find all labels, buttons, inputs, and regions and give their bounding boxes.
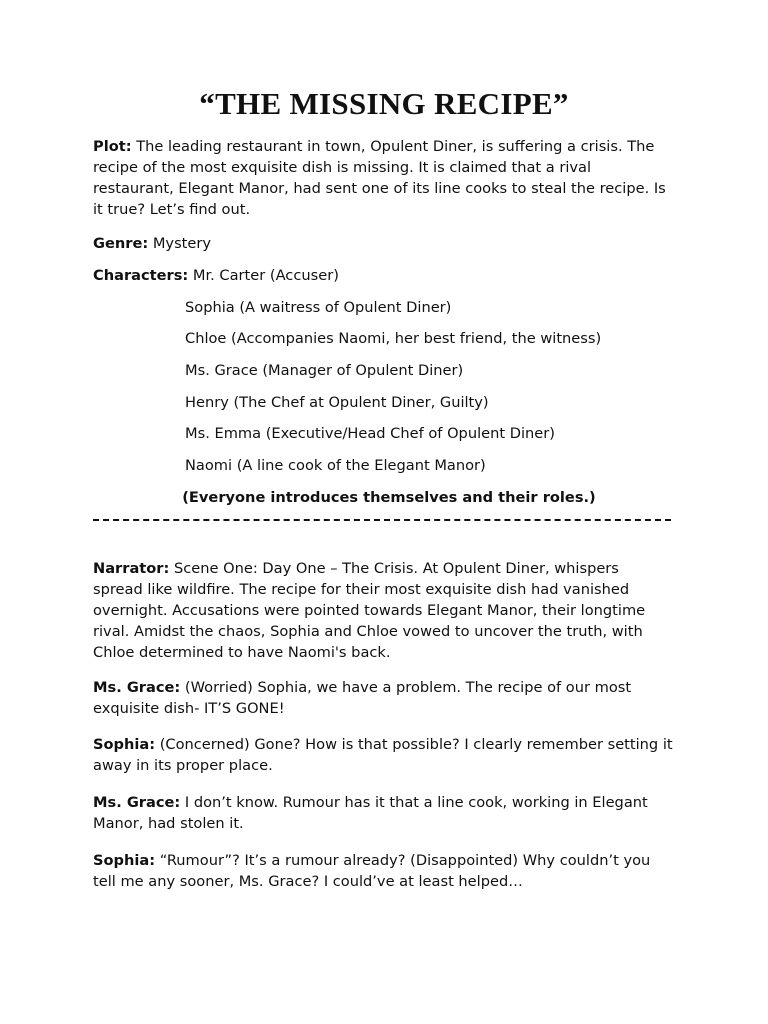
characters-label: Characters: [93, 267, 189, 284]
dialogue-text: Scene One: Day One – The Crisis. At Opulent Diner, whispers spread like wildfire. The recipe for their most exquisite dish had vanished overnight. Accusations were pointed towards Elegant Manor, their longtime rival. Amidst the chaos, Sophia and Chloe vowed to uncover the truth, with Chloe determined to have Naomi's back. [93, 560, 646, 661]
section-divider [93, 519, 671, 521]
document-title: “THE MISSING RECIPE” [199, 86, 569, 121]
plot-text: The leading restaurant in town, Opulent Diner, is suffering a crisis. The recipe of the most exquisite dish is missing. It is claimed that a rival restaurant, Elegant Manor, had sent one of its line cooks to steal the recipe. Is it true? Let’s find out. [93, 138, 666, 218]
character-item: Naomi (A line cook of the Elegant Manor) [185, 457, 486, 474]
character-item: Chloe (Accompanies Naomi, her best friend, the witness) [185, 330, 602, 347]
plot-label: Plot: [93, 138, 132, 155]
character-item: Mr. Carter (Accuser) [192, 267, 339, 284]
genre-line [93, 233, 673, 254]
script-line [93, 850, 673, 892]
dialogue-text: (Worried) Sophia, we have a problem. The recipe of our most exquisite dish- IT’S GONE! [93, 679, 632, 717]
script-line [93, 558, 673, 663]
character-item: Sophia (A waitress of Opulent Diner) [185, 299, 452, 316]
script-line [93, 734, 673, 776]
speaker-label: Sophia: [93, 852, 156, 869]
genre-text: Mystery [152, 235, 212, 252]
dialogue-text: “Rumour”? It’s a rumour already? (Disappointed) Why couldn’t you tell me any sooner, Ms. Grace? I could’ve at least helped… [93, 852, 651, 890]
plot-paragraph [93, 136, 673, 220]
script-line [93, 792, 673, 834]
character-item: Ms. Emma (Executive/Head Chef of Opulent Diner) [185, 425, 555, 442]
character-item: Henry (The Chef at Opulent Diner, Guilty) [185, 394, 489, 411]
dialogue-text: I don’t know. Rumour has it that a line cook, working in Elegant Manor, had stolen it. [93, 794, 648, 832]
characters-note: (Everyone introduces themselves and their roles.) [182, 489, 596, 506]
dialogue-text: (Concerned) Gone? How is that possible? I clearly remember setting it away in its proper place. [93, 736, 673, 774]
script-line [93, 677, 673, 719]
characters-line [93, 265, 673, 286]
speaker-label: Sophia: [93, 736, 156, 753]
speaker-label: Ms. Grace: [93, 679, 181, 696]
speaker-label: Narrator: [93, 560, 170, 577]
character-item: Ms. Grace (Manager of Opulent Diner) [185, 362, 464, 379]
genre-label: Genre: [93, 235, 149, 252]
speaker-label: Ms. Grace: [93, 794, 181, 811]
